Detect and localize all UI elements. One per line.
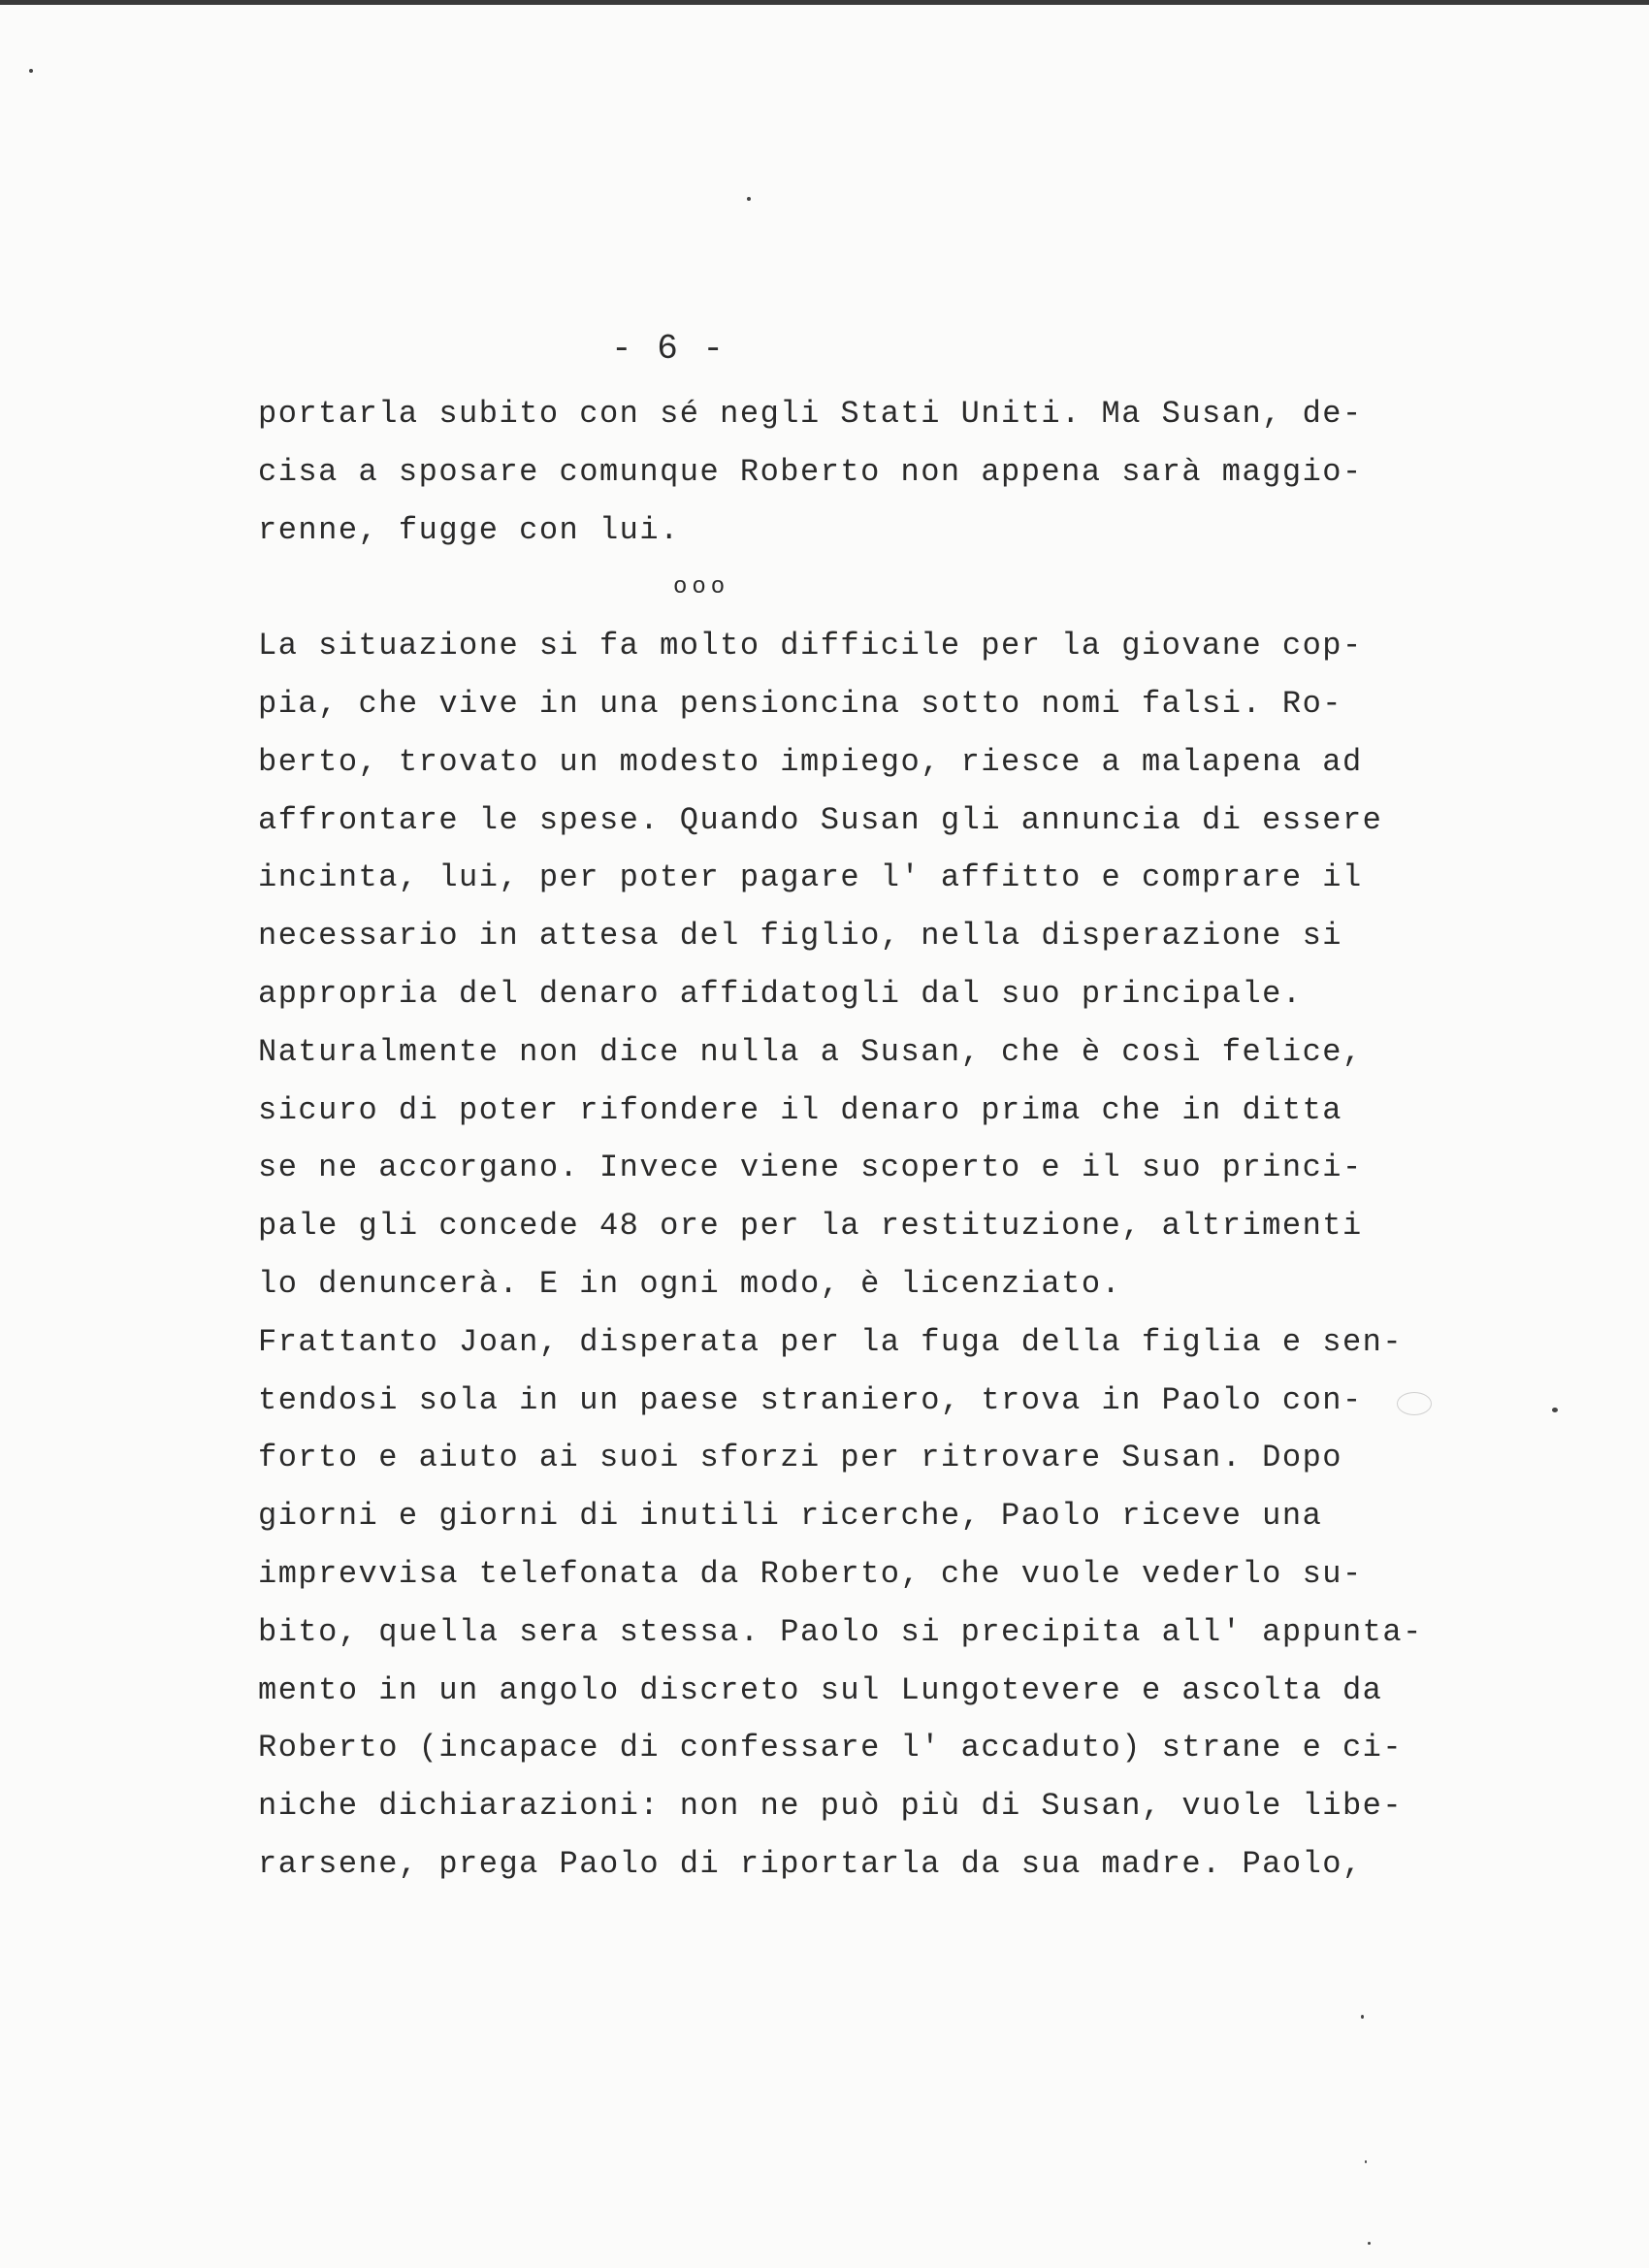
text-line: mento in un angolo discreto sul Lungotevere e ascolta da xyxy=(258,1671,1383,1708)
text-line: rarsene, prega Paolo di riportarla da sua madre. Paolo, xyxy=(258,1845,1363,1882)
text-line: affrontare le spese. Quando Susan gli annuncia di essere xyxy=(258,801,1383,838)
text-line: appropria del denaro affidatogli dal suo principale. xyxy=(258,975,1303,1012)
text-line: berto, trovato un modesto impiego, riesce a malapena ad xyxy=(258,743,1363,780)
text-line: La situazione si fa molto difficile per la giovane cop- xyxy=(258,628,1363,664)
text-line: sicuro di poter rifondere il denaro prima che in ditta xyxy=(258,1091,1342,1128)
text-line: necessario in attesa del figlio, nella disperazione si xyxy=(258,918,1342,955)
text-line: Frattanto Joan, disperata per la fuga della figlia e sen- xyxy=(258,1323,1404,1360)
text-line: forto e aiuto ai suoi sforzi per ritrovare Susan. Dopo xyxy=(258,1440,1342,1476)
text-line: incinta, lui, per poter pagare l' affitto e comprare il xyxy=(258,859,1363,896)
section-separator: ooo xyxy=(673,574,730,601)
text-line: pia, che vive in una pensioncina sotto nomi falsi. Ro- xyxy=(258,685,1342,722)
paper-speck xyxy=(1361,2015,1364,2019)
text-line: pale gli concede 48 ore per la restituzione, altrimenti xyxy=(258,1208,1363,1245)
text-line: niche dichiarazioni: non ne può più di Susan, vuole libe- xyxy=(258,1788,1404,1825)
text-line: se ne accorgano. Invece viene scoperto e il suo princi- xyxy=(258,1150,1363,1186)
text-line: cisa a sposare comunque Roberto non appena sarà maggio- xyxy=(258,453,1363,490)
paper-speck xyxy=(29,69,33,73)
paper-speck xyxy=(1365,2160,1367,2163)
paper-speck xyxy=(1368,2242,1371,2245)
paper-speck xyxy=(747,197,751,201)
text-line: portarla subito con sé negli Stati Uniti. Ma Susan, de- xyxy=(258,396,1363,432)
text-line: tendosi sola in un paese straniero, trova in Paolo con- xyxy=(258,1381,1363,1418)
text-line: Roberto (incapace di confessare l' accaduto) strane e ci- xyxy=(258,1730,1404,1766)
text-line: Naturalmente non dice nulla a Susan, che è così felice, xyxy=(258,1033,1363,1070)
text-line: lo denuncerà. E in ogni modo, è licenziato. xyxy=(258,1265,1122,1302)
text-line: renne, fugge con lui. xyxy=(258,511,680,548)
page-number: - 6 - xyxy=(611,329,727,369)
paper-speck xyxy=(1552,1408,1558,1412)
text-line: bito, quella sera stessa. Paolo si precipita all' appunta- xyxy=(258,1613,1423,1650)
text-line: giorni e giorni di inutili ricerche, Paolo riceve una xyxy=(258,1498,1323,1535)
text-line: imprevvisa telefonata da Roberto, che vuole vederlo su- xyxy=(258,1555,1363,1592)
body-text xyxy=(258,385,1423,1894)
